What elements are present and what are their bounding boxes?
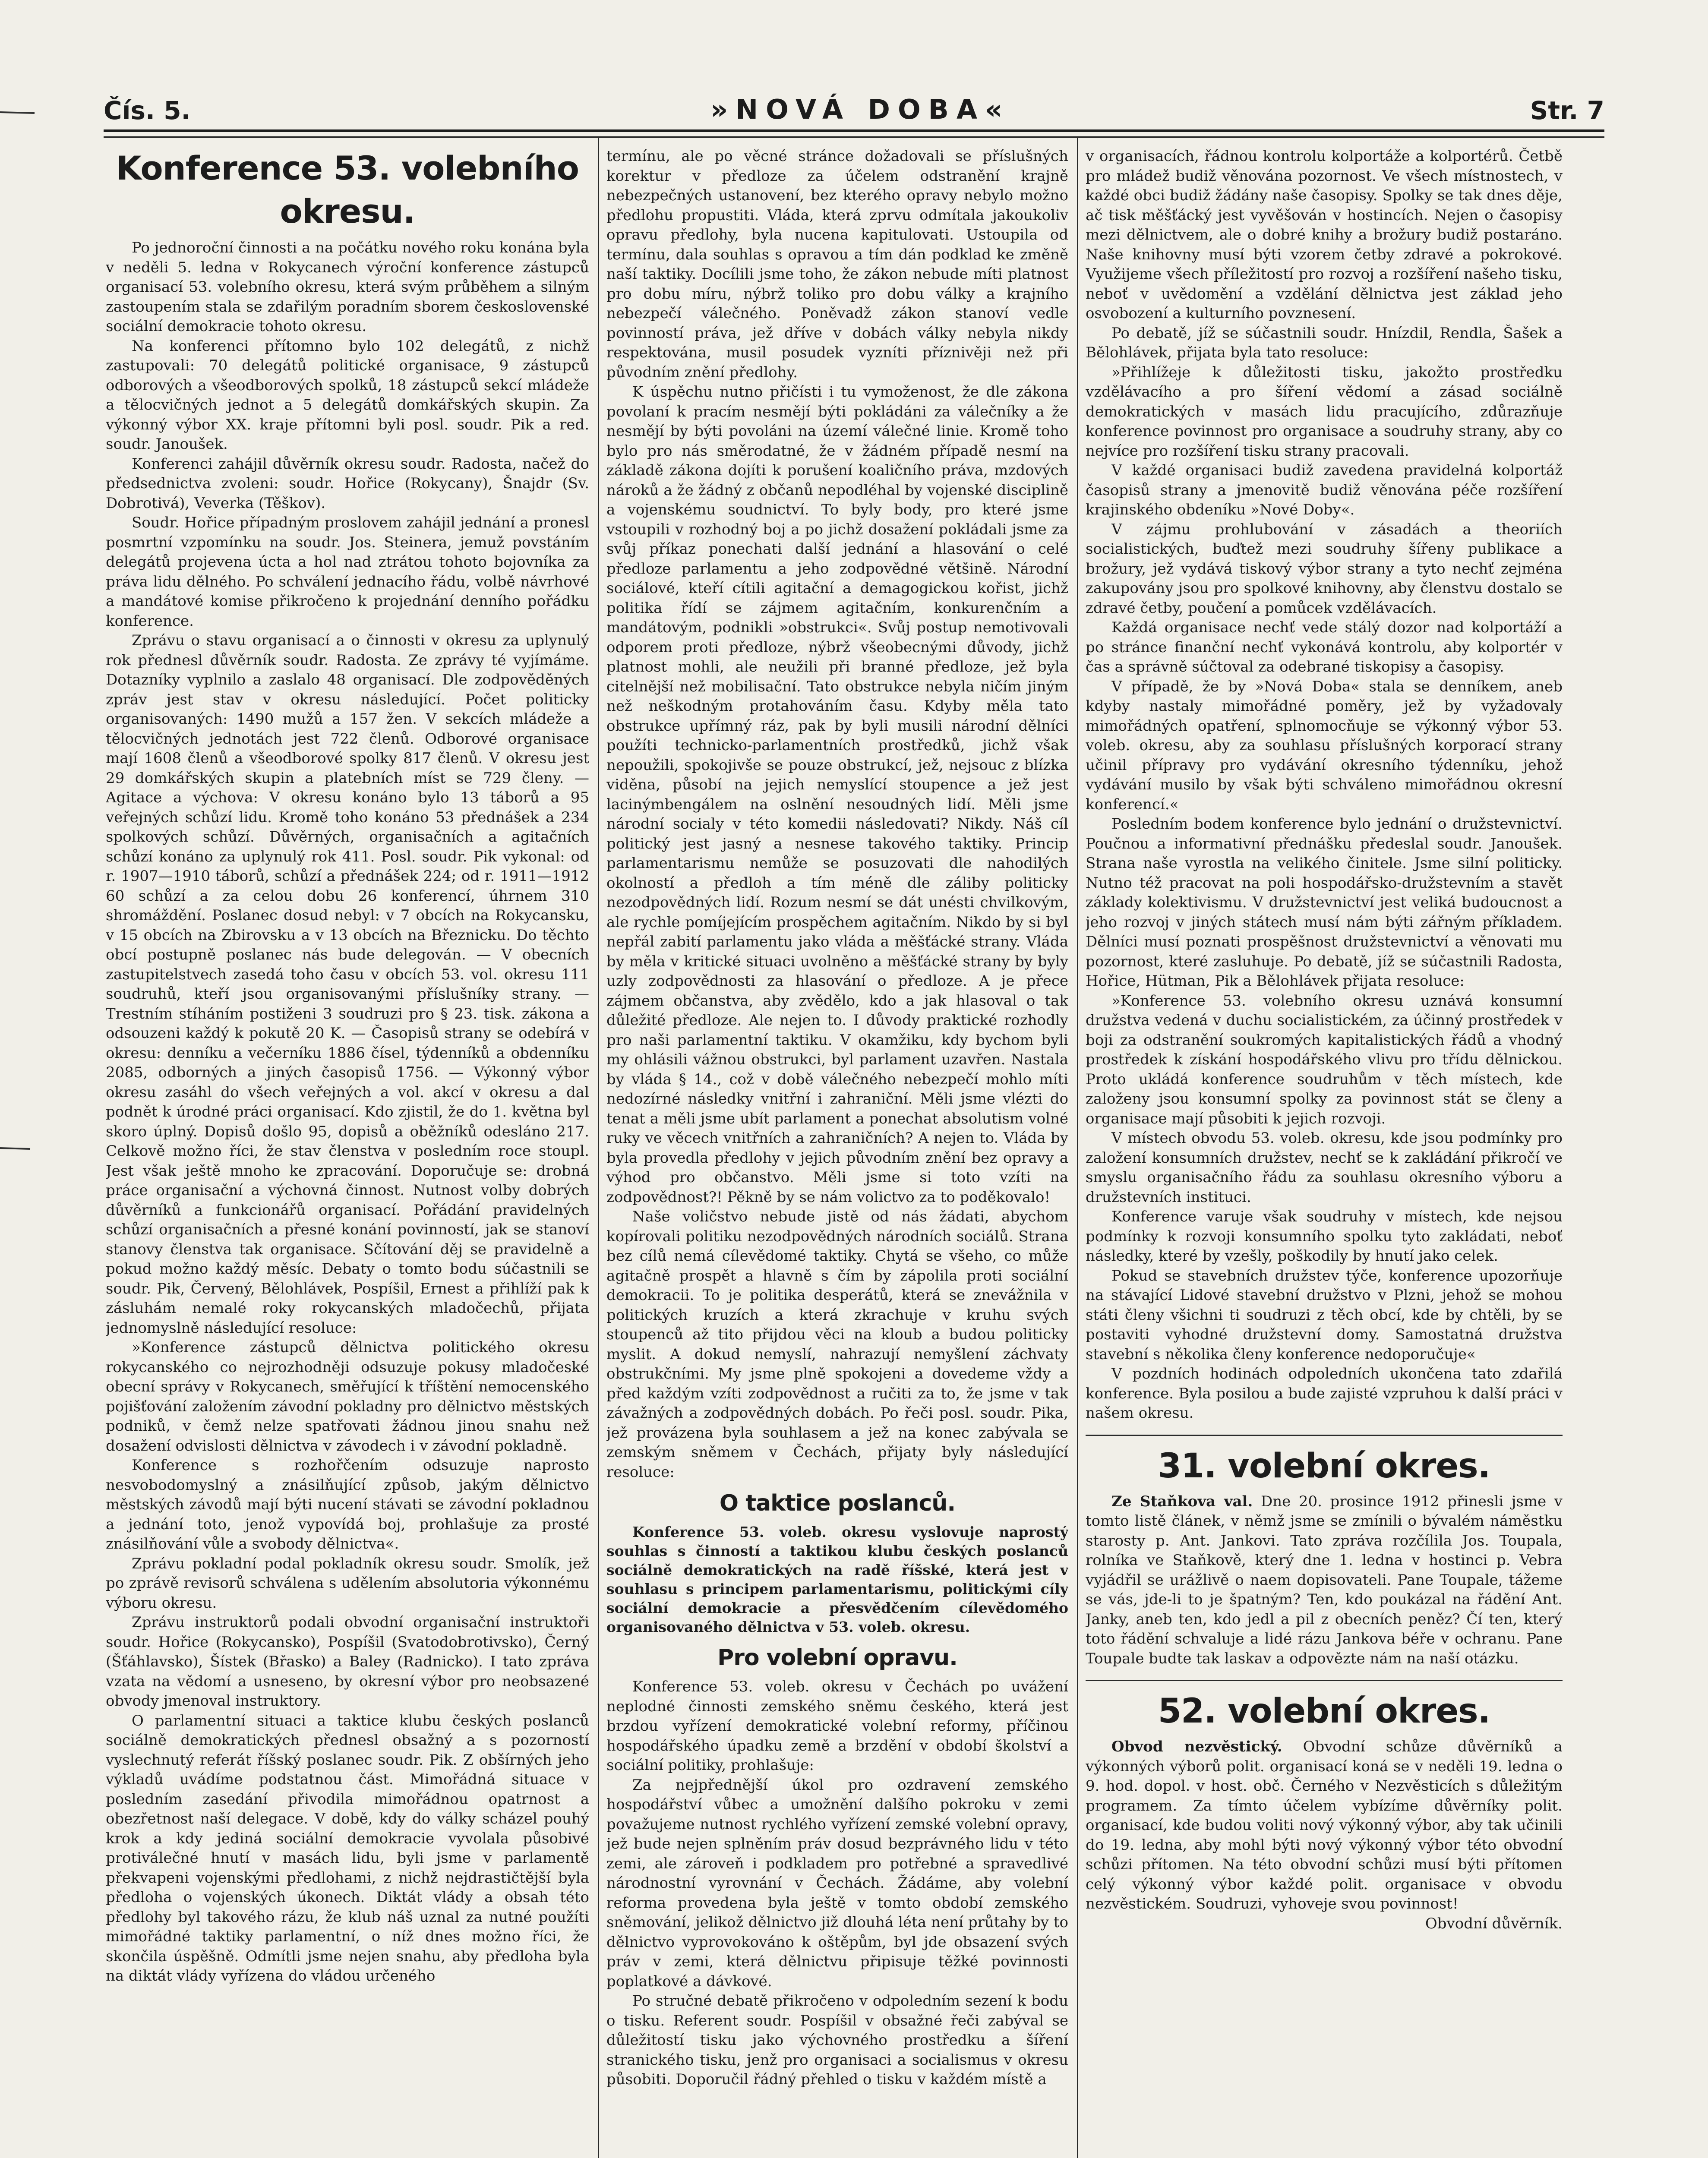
paragraph: Za nejpřednější úkol pro ozdravení zemského hospodářství vůbec a umožnění dalšího pokroku v zemi považujeme nutnost rychlého vyřízení zemské volební opravy, jež bude nejen splněním práv dosud bezprávného lidu v této zemi, ale zároveň i podkladem pro potřebné a spravedlivé národnostní vyrovnání v Čechách. Žádáme, aby volební reforma provedena byla ještě v tomto období zemského sněmování, jelikož dělnictvo již dlouhá léta není průtahy by to dělnictvo vyprovokováno k oštěpům, byl jde obsazení svých práv v zemi, která dělnictvu připisuje těžké povinnosti poplatkové a dávkové. [606,1776,1068,1990]
paragraph: Na konferenci přítomno bylo 102 delegátů, z nichž zastupovali: 70 delegátů politické organisace, 9 zástupců odborových a všeodborových spolků, 18 zástupců sekcí mládeže a tělocvičných jednot a 5 delegátů domkářských skupin. Za výkonný výbor XX. kraje přítomni byli posl. soudr. Pik a red. soudr. Janoušek. [106,337,589,453]
resolution-paragraph: Pokud se stavebních družstev týče, konference upozorňuje na stávající Lidové stavební družstvo v Plzni, jehož se mohou státi členy všichni ti soudruzi z těch obcí, kde by chtěli, by se postaviti vyhodné družstevní domy. Samostatná družstva stavební s několika členy konference nedoporučuje« [1086,1267,1563,1363]
resolution-paragraph: Konference s rozhořčením odsuzuje naprosto nesvobodomyslný a znásilňující způsob, jakým dělnictvo městských závodů mají býti nucení stávati se závodní pokladnou a jednání toto, jenož vypovídá boj, prohlašuje za prosté znásilňování vůle a svobody dělnictva«. [106,1457,589,1552]
column-2 [606,147,1068,2158]
section-heading: Pro volební opravu. [717,1645,957,1671]
paragraph: Po stručné debatě přikročeno v odpoledním sezení k bodu o tisku. Referent soudr. Pospíšil v obsažné řeči zabýval se důležitostí tisku jako výchovného prostředku a šíření stranického tisku, jenž pro organisaci a socialismus v okresu působiti. Doporučil řádný přehled o tisku v každém místě a [606,1992,1068,2088]
masthead-rule [104,129,1604,138]
paragraph [1086,1737,1563,1914]
resolution-paragraph: V místech obvodu 53. voleb. okresu, kde jsou podmínky pro založení konsumních družstev, nechť se k zakládání přikročí ve smyslu organisačního řádu za souhlasu okresního výboru a družstevních instituci. [1086,1129,1563,1206]
paragraph: Zprávu pokladní podal pokladník okresu soudr. Smolík, jež po zprávě revisorů schválena s udělením absolutoria výkonnému výboru okresu. [106,1555,589,1612]
masthead [104,86,1604,125]
signature: Obvodní důvěrník. [1425,1915,1563,1932]
paragraph-lead: Ze Staňkova val. [1111,1492,1253,1510]
article-heading: Konference 53. volebního okresu. [116,149,579,230]
paragraph-text: Dne 20. prosince 1912 přinesli jsme v tomto listě článek, v němž jsme se zmínili o bývalém náměstku starosty p. Ant. Jankovi. Tato zpráva rozčílila Jos. Toupala, rolníka ve Staňkově, který dne 1. ledna v hostinci p. Vebra vyjádřil se urážlivě o naem dopisovateli. Pane Toupale, tážeme se vás, jde-li to je špatným? Ten, kdo poukázal na řádění Ant. Janky, aneb ten, kdo jedl a pil z obecních peněz? Čí ten, který toto řádění schvaluje a lidé rázu Jankova béře v ochranu. Pane Toupale budte tak laskav a odpovězte nám na naší otázku. [1086,1492,1563,1667]
paragraph: Konferenci zahájil důvěrník okresu soudr. Radosta, načež do předsednictva zvoleni: soudr. Hořice (Rokycany), Šnajdr (Sv. Dobrotivá), Veverka (Těškov). [106,455,589,512]
newspaper-title: »NOVÁ DOBA« [710,94,1010,125]
resolution-paragraph: »Konference zástupců dělnictva politického okresu rokycanského co nejrozhodněji odsuzuje pokusy mladočeské obecní správy v Rokycanech, směřující k tříštění nemocenského pojišťování založením závodní pokladny pro dělnictvo městských podniků, v čemž nelze spatřovati žádnou jinou snahu než dosažení odvislosti dělnictva v závodech i v závodní pokladně. [106,1339,589,1454]
page-number: Str. 7 [1530,96,1604,125]
margin-mark [0,112,35,113]
paragraph: Soudr. Hořice případným proslovem zahájil jednání a pronesl posmrtní vzpomínku na soudr. Jos. Steinera, jemuž povstáním delegátů projevena úcta a hol nad ztrátou tohoto bojovníka za práva lidu dělného. Po schválení jednacího řádu, volbě návrhové a mandátové komise přikročeno k projednání denního pořádku konference. [106,514,589,630]
column-divider [598,138,599,2158]
paragraph: Zprávu instruktorů podali obvodní organisační instruktoři soudr. Hořice (Rokycansko), Pospíšil (Svatodobrotivsko), Černý (Šťáhlavsko), Šístek (Břasko) a Baley (Radnicko). I tato zpráva vzata na vědomí a usneseno, by okresní výbor pro neobsazené obvody jmenoval instruktory. [106,1614,589,1710]
paragraph: K úspěchu nutno přičísti i tu vymoženost, že dle zákona povolaní k pracím nesmějí býti pokládáni za válečníky a že nesmějí by býti povoláni na území válečné linie. Kromě toho bylo pro nás směrodatné, že v žádném případě nesmí na základě zákona dojíti k porušení koaličního práva, mzdových nároků a že žádný z občanů nepodléhal by vojenské disciplině a vojenskému soudnictví. To byly body, pro které jsme vstoupili v rozhodný boj a po jichž dosažení pokládali jsme za svůj příkaz ponechati další jednání a hlasování o celé předloze parlamentu a jeho zodpovědné většině. Národní sociálové, kteří cítili agitační a demagogickou kořist, jichž politika řídí se zájmem agitačním, konkurenčním a mandátovým, podnikli »obstrukci«. Svůj postup nemotivovali odporem proti předloze, nýbrž všeobecnými důvody, jichž platnost mohli, ale neužili při branné předloze, jež byla citelnější než mobilisační. Tato obstrukce nebyla ničím jiným než neškodným protahováním času. Kdyby měla tato obstrukce upřímný ráz, pak by byli musili národní dělníci použíti technicko-parlamentních prostředků, jichž však nepoužili, spokojivše se pouze obstrukcí, jež, nejsouc z blízka viděna, působí na jejich nemyslící stoupence a jež jest lacinýmbengálem na oslnění nesoudných lidí. Měli jsme národní socialy v této komedii následovati? Nikdy. Náš cíl politický jest jasný a nesnese takového taktiky. Princip parlamentarismu nemůže se posuzovati dle nahodilých okolností a předloh a tím méně dle záliby politicky nezodpovědných lidí. Rozum nesmí se dát unésti chvilkovým, ale rychle pomíjejícím prospěchem agitačním. Nikdo by si byl nepřál zabití parlamentu jako vláda a měšťácké strany. Vláda by měla v kritické situaci uvolněno a měšťácké strany by byly uzly zodpovědnosti za hlasování o předloze. A je přece zájmem občanstva, aby zvědělo, kdo a jak hlasoval o tak důležité předloze. Ale nejen to. I důvody praktické rozhodly pro naši parlamentní taktiku. V okamžiku, kdy bychom byli my ohlásili vážnou obstrukci, byl parlament uzavřen. Nastala by vláda § 14., což v době válečného nebezpečí mohlo míti nedozírné následky vnitřní i zahraniční. Měli jsme vlézti do tenat a měli jsme ubít parlament a ponechat absolutism volné ruky ve věcech vnitřních a zahraničních? A nejen to. Vláda by byla provedla předlohy v jejich původním znění bez opravy a výhod pro občanstvo. Měli jsme si toto vzíti na zodpovědnost?! Pěkně by se nám volictvo za to poděkovalo! [606,383,1068,1206]
paragraph: termínu, ale po věcné stránce dožadovali se příslušných korektur v předloze za účelem odstranění krajně nebezpečných ustanovení, bez kterého opravy nebylo možno předlohu propustiti. Vláda, která zprvu odmítala jakoukoliv opravu předlohy, byla nucena kapitulovati. Ustoupila od termínu, dala souhlas s opravou a tím dán podklad ke změně naší taktiky. Docílili jsme toho, že zákon nebude míti platnost pro dobu míru, nýbrž toliko pro dobu války a krajního nebezpečí válečného. Poněvadž zákon stanoví vedle povinností práva, jež dříve v dobách války nebyla nikdy respektována, musil posudek vyzníti příznivěji než při původním znění předlohy. [606,148,1068,381]
paragraph: V pozdních hodinách odpoledních ukončena tato zdařilá konference. Byla posilou a bude zajisté vzpruhou k další práci v našem okresu. [1086,1365,1563,1422]
resolution-paragraph: V každé organisaci budiž zavedena pravidelná kolportáž časopisů strany a jmenovitě budiž věnována péče rozšíření krajinského obdeníku »Nové Doby«. [1086,462,1563,518]
paragraph: Konference 53. voleb. okresu v Čechách po uvážení neplodné činnosti zemského sněmu českého, která jest brzdou vyřízení demokratické volební reformy, příčinou hospodářského úpadku země a brzdění v období školství a sociální politiky, prohlašuje: [606,1678,1068,1774]
resolution-paragraph: Každá organisace nechť vede stálý dozor nad kolportáží a po stránce finanční nechť vykonává kontrolu, aby kolportér v čas a správně súčtoval za odebrané tiskopisy a časopisy. [1086,619,1563,675]
paragraph: O parlamentní situaci a taktice klubu českých poslanců sociálně demokratických přednesl obsažný a s pozorností vyslechnutý referát říšský poslanec soudr. Pik. Z obšírných jeho výkladů uvádíme podstatnou část. Mimořádná situace v posledním zasedání přivodila mimořádnou opatrnost a obezřetnost naší delegace. V době, kdy do války scházel pouhý krok a kdy jediná sociální demokracie vyvolala působivé protiválečné hnutí v masách lidu, byli jsme v parlamentě překvapeni vojenskými předlohami, z nichž nejdrastičtější byla předloha o vojenských úkonech. Diktát vlády a obsah této předlohy byl takového rázu, že klub náš uznal za nutné použíti mimořádné taktiky parlamentní, o níž dnes možno říci, že skončila úspěšně. Odmítli jsme nejen snahu, aby předloha byla na diktát vlády vyřízena do vládou určeného [106,1712,589,1984]
resolution-paragraph: »Přihlížeje k důležitosti tisku, jakožto prostředku vzdělávacího a pro šíření vědomí a zásad sociálně demokratických v masách lidu pracujícího, zdůrazňuje konference povinnost pro organisace a soudruhy strany, aby co nejvíce pro rozšíření tisku strany pracovali. [1086,363,1563,460]
margin-mark [0,1148,30,1149]
paragraph: Po debatě, jíž se súčastnili soudr. Hnízdil, Rendla, Šašek a Bělohlávek, přijata byla tato resoluce: [1086,324,1563,361]
paragraph [1086,1492,1563,1669]
resolution-paragraph: V případě, že by »Nová Doba« stala se denníkem, aneb kdyby nastaly mimořádné poměry, jež by vyžadovaly mimořádných opatření, splnomocňuje se výkonný výbor 53. voleb. okresu, aby za souhlasu příslušných korporací strany učinil přípravy pro vydávání okresního týdenníku, jehož vydávání musilo by však býti schváleno mimořádnou okresní konferencí.« [1086,678,1563,813]
paragraph: Zprávu o stavu organisací a o činnosti v okresu za uplynulý rok přednesl důvěrník soudr. Radosta. Ze zprávy té vyjímáme. Dotazníky vyplnilo a zaslalo 48 organisací. Dle zodpověděných zpráv jest stav v okresu následující. Počet politicky organisovaných: 1490 mužů a 157 žen. V sekcích mládeže a tělocvičných jednotách jest 722 členů. Odborové organisace mají 1608 členů a všeodborové spolky 817 členů. V okresu jest 29 domkářských skupin a platebních míst se 729 členy. — Agitace a výchova: V okresu konáno bylo 13 táborů a 95 veřejných schůzí lidu. Kromě toho konáno 53 přednášek a 234 spolkových schůzí. Důvěrných, organisačních a agitačních schůzí konáno za uplynulý rok 411. Posl. soudr. Pik vykonal: od r. 1907—1910 táborů, schůzí a přednášek 224; od r. 1911—1912 60 schůzí a za celou dobu 26 konferencí, úhrnem 310 shromáždění. Poslanec dosud nebyl: v 7 obcích na Rokycansku, v 15 obcích na Zbirovsku a v 13 obcích na Březnicku. Do těchto obcí postupně poslanec nás bude delegován. — V obecních zastupitelstvech zasedá toho času v obcích 53. vol. okresu 111 soudruhů, kteří jsou organisovanými příslušníky strany. — Trestním stíháním postiženi 3 soudruzi pro § 23. tisk. zákona a odsouzeni každý k pokutě 20 K. — Časopisů strany se odebírá v okresu: denníku a večerníku 1886 čísel, týdenníků a obdenníku 2085, odborných a jiných časopisů 1756. — Výkonný výbor okresu zasáhl do všech veřejných a vol. akcí v okresu a dal podnět k úrodné práci organisací. Kdo zjistil, že do 1. května byl skoro úplný. Dopisů došlo 95, dopisů a oběžníků odesláno 217. Celkově možno říci, že stav členstva v posledním roce stoupl. Jest však ještě mnoho ke zpracování. Doporučuje se: drobná práce organisační a výchovná činnost. Nutnost volby dobrých důvěrníků a funkcionářů organisací. Pořádání pravidelných schůzí organisačních a přesné konání povinností, jak se stanoví stanovy členstva tak organisace. Sčítování děj se pravidelně a pokud možno každý měsíc. Debaty o tomto bodu súčastnili se soudr. Pik, Červený, Bělohlávek, Pospíšil, Ernest a přihlíží pak k zásluhám nemalé roky rokycanských mladočechů, přijata jednomyslně následující resoluce: [106,632,589,1337]
resolution-paragraph: »Konference 53. volebního okresu uznává konsumní družstva vedená v duchu socialistickém, za účinný prostředek v boji za odstranění soukromých kapitalistických řádů a vhodný prostředek k získání hospodářského vlivu pro třídu dělnickou. Proto ukládá konference soudruhům v těch místech, kde založeny jsou konsumní spolky za povinnost stát se členy a organisace mají působiti k jejich rozvoji. [1086,992,1563,1127]
column-divider [1077,138,1078,2158]
section-heading: 52. volební okres. [1158,1692,1490,1731]
column-1 [106,147,589,2158]
paragraph: v organisacích, řádnou kontrolu kolportáže a kolportérů. Četbě pro mládež budiž věnována pozornost. Ve všech místnostech, v každé obci budiž žádány naše časopisy. Spolky se tak dnes děje, ač tisk měšťácký jest vyvěšován v hostincích. Nejen o časopisy mezi dělnictvem, ale o dobré knihy a brožury budiž postaráno. Naše knihovny musí býti vzorem četby zdravé a pokrokové. Využijeme všech příležitostí pro rozvoj a rozšíření našeho tisku, neboť v uvědomění a vzdělání dělnictva jest základ jeho osvobození a kulturního povznesení. [1086,148,1563,322]
resolution-bold: Konference 53. voleb. okresu vyslovuje naprostý souhlas s činností a taktikou klubu českých poslanců sociálně demokratických na radě říšské, která jest v souhlasu s principem parlamentarismu, politickými cíly sociální demokracie a přesvědčením cílevědomého organisovaného dělnictva v 53. voleb. okresu. [606,1524,1068,1635]
column-3 [1086,147,1563,2158]
paragraph: Naše voličstvo nebude jistě od nás žádati, abychom kopírovali politiku nezodpovědných národních sociálů. Strana bez cílů nemá cílevědomé taktiky. Chytá se všeho, co může agitačně prospět a hlavně s čím by zápolila proti sociální demokracii. To je politika desperátů, která se znevážnila v politických kruzích a která zkrachuje v kruhu svých stoupenců až tito přijdou věci na kloub a budou politicky myslit. A dokud nemyslí, nahrazují nemyšlení záchvaty obstrukčními. My jsme plně spokojeni a dovedeme vždy a před každým vzíti zodpovědnost a ručiti za to, že jsme v tak závažných a zodpovědných dobách. Po řeči posl. soudr. Pika, jež provázena byla souhlasem a jež na konec zabývala se zemským sněmem v Čechách, přijaty byly následující resoluce: [606,1208,1068,1481]
issue-number: Čís. 5. [104,96,191,125]
resolution-paragraph: V zájmu prohlubování v zásadách a theoriích socialistických, buďtež mezi soudruhy šířeny publikace a brožury, jež vydává tiskový výbor strany a tyto nechť zejména zakupovány jsou pro spolkové knihovny, aby členstvu dostalo se zdravé četby, poučení a pomůcek vzdělávacích. [1086,521,1563,617]
paragraph-text: Obvodní schůze důvěrníků a výkonných výborů polit. organisací koná se v neděli 19. ledna o 9. hod. dopol. v host. obč. Černého v Nezvěsticích s důležitým programem. Za tímto účelem vybízíme důvěrníky polit. organisací, kde budou voliti nový výkonný výbor, aby tak učinili do 19. ledna, aby mohl býti nový výkonný výbor této obvodní schůzi přítomen. Na této obvodní schůzi musí býti přítomen celý výkonný výbor každé polit. organisace v obvodu nezvěstickém. Soudruzi, vyhoveje svou povinnost! [1086,1738,1563,1912]
section-heading: 31. volební okres. [1158,1446,1490,1486]
section-rule [1086,1680,1563,1681]
paragraph-lead: Obvod nezvěstický. [1111,1738,1282,1755]
paragraph: Po jednoroční činnosti a na počátku nového roku konána byla v neděli 5. ledna v Rokycanech výroční konference zástupců organisací 53. volebního okresu, která svým průběhem a silným zastoupením stala se zdařilým poradním sborem československé sociální demokracie tohoto okresu. [106,239,589,335]
section-rule [1086,1435,1563,1436]
section-heading: O taktice poslanců. [719,1490,956,1516]
paragraph: Posledním bodem konference bylo jednání o družstevnictví. Poučnou a informativní přednášku předeslal soudr. Janoušek. Strana naše vyrostla na velikého činitele. Jsme silní politicky. Nutno též pracovat na poli hospodářsko-družstevním a stavět základy kolektivismu. V družstevnictví jest veliká budoucnost a jeho rozvoj v jiných státech musí nám býti zářným příkladem. Dělníci musí poznati prospěšnost družstevnictví a věnovati mu pozornost, které zasluhuje. Po debatě, jíž se súčastnili Radosta, Hořice, Hütman, Pik a Bělohlávek přijata resoluce: [1086,815,1563,990]
resolution-paragraph: Konference varuje však soudruhy v místech, kde nejsou podmínky k rozvoji konsumního spolku tyto zakládati, neboť následky, které by vzešly, poškodily by hnutí jako celek. [1086,1208,1563,1265]
